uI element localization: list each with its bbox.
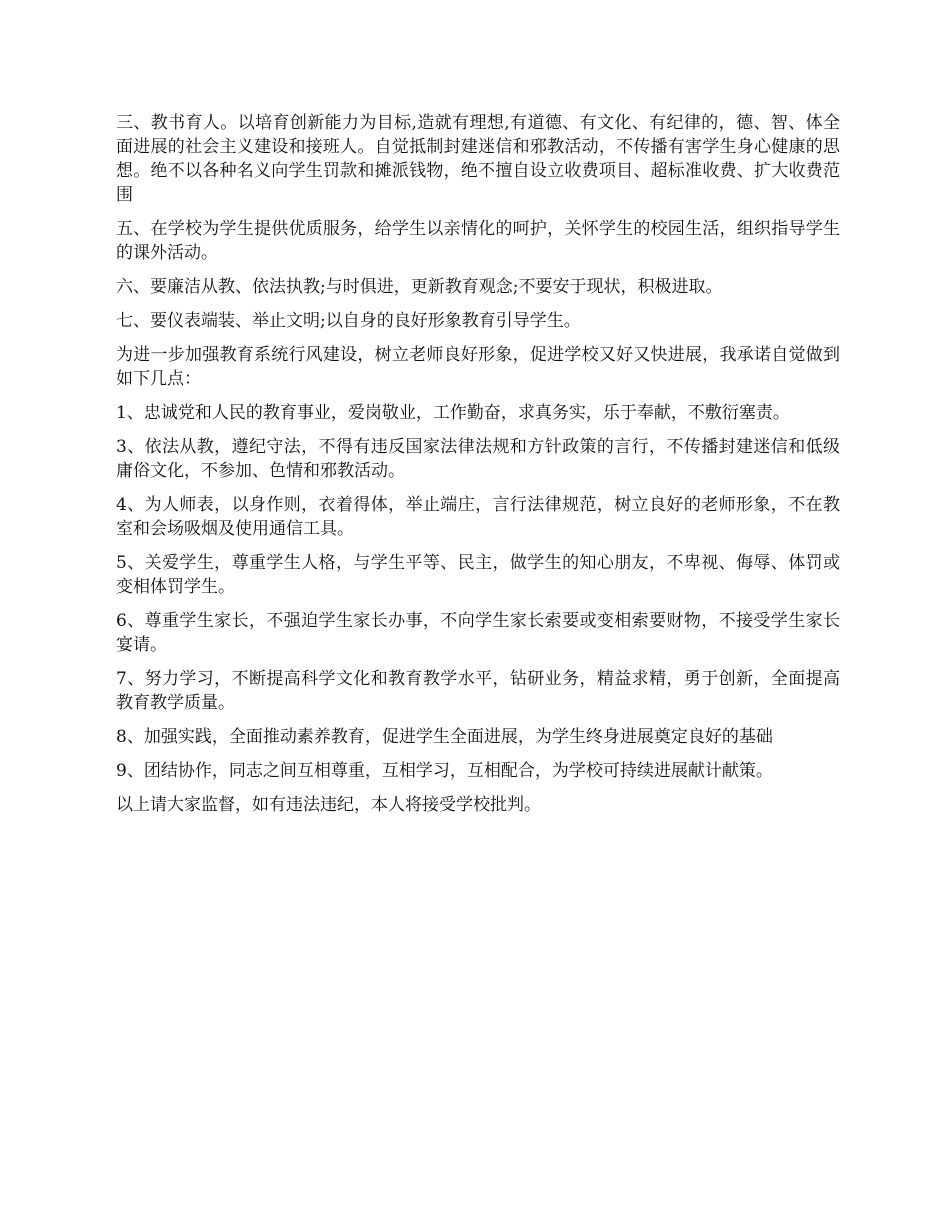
pledge-item-1: 1、忠诚党和人民的教育事业，爱岗敬业，工作勤奋，求真务实，乐于奉献，不敷衍塞责。 [116, 403, 790, 423]
paragraph-integrity: 六、要廉洁从教、依法执教;与时俱进，更新教育观念;不要安于现状，积极进取。 [116, 277, 723, 297]
closing-statement: 以上请大家监督，如有违法违纪，本人将接受学校批判。 [116, 795, 541, 815]
pledge-item-7: 7、努力学习，不断提高科学文化和教育教学水平，钻研业务，精益求精，勇于创新，全面提高教育教学质量。 [116, 669, 840, 713]
paragraph-appearance: 七、要仪表端装、举止文明;以自身的良好形象教育引导学生。 [116, 311, 581, 331]
pledge-item-9: 9、团结协作，同志之间互相尊重，互相学习，互相配合，为学校可持续进展献计献策。 [116, 761, 773, 781]
pledge-item-8: 8、加强实践，全面推动素养教育，促进学生全面进展，为学生终身进展奠定良好的基础 [116, 727, 773, 747]
paragraph-pledge-intro: 为进一步加强教育系统行风建设，树立老师良好形象，促进学校又好又快进展，我承诺自觉做到如下几点： [116, 345, 840, 389]
pledge-item-6: 6、尊重学生家长，不强迫学生家长办事，不向学生家长索要或变相索要财物，不接受学生家长宴请。 [116, 611, 840, 655]
paragraph-teaching: 三、教书育人。以培育创新能力为目标,造就有理想,有道德、有文化、有纪律的，德、智、体全面进展的社会主义建设和接班人。自觉抵制封建迷信和邪教活动，不传播有害学生身心健康的思想。绝不以各种名义向学生罚款和摊派钱物，绝不擅自设立收费项目、超标准收费、扩大收费范围 [116, 113, 840, 205]
paragraph-service: 五、在学校为学生提供优质服务，给学生以亲情化的呵护，关怀学生的校园生活，组织指导学生的课外活动。 [116, 219, 840, 263]
document-body [116, 111, 840, 827]
pledge-item-4: 4、为人师表，以身作则，衣着得体，举止端庄，言行法律规范，树立良好的老师形象，不在教室和会场吸烟及使用通信工具。 [116, 495, 840, 539]
pledge-item-3: 3、依法从教，遵纪守法，不得有违反国家法律法规和方针政策的言行，不传播封建迷信和低级庸俗文化，不参加、色情和邪教活动。 [116, 437, 840, 481]
pledge-item-5: 5、关爱学生，尊重学生人格，与学生平等、民主，做学生的知心朋友，不卑视、侮辱、体罚或变相体罚学生。 [116, 553, 840, 597]
